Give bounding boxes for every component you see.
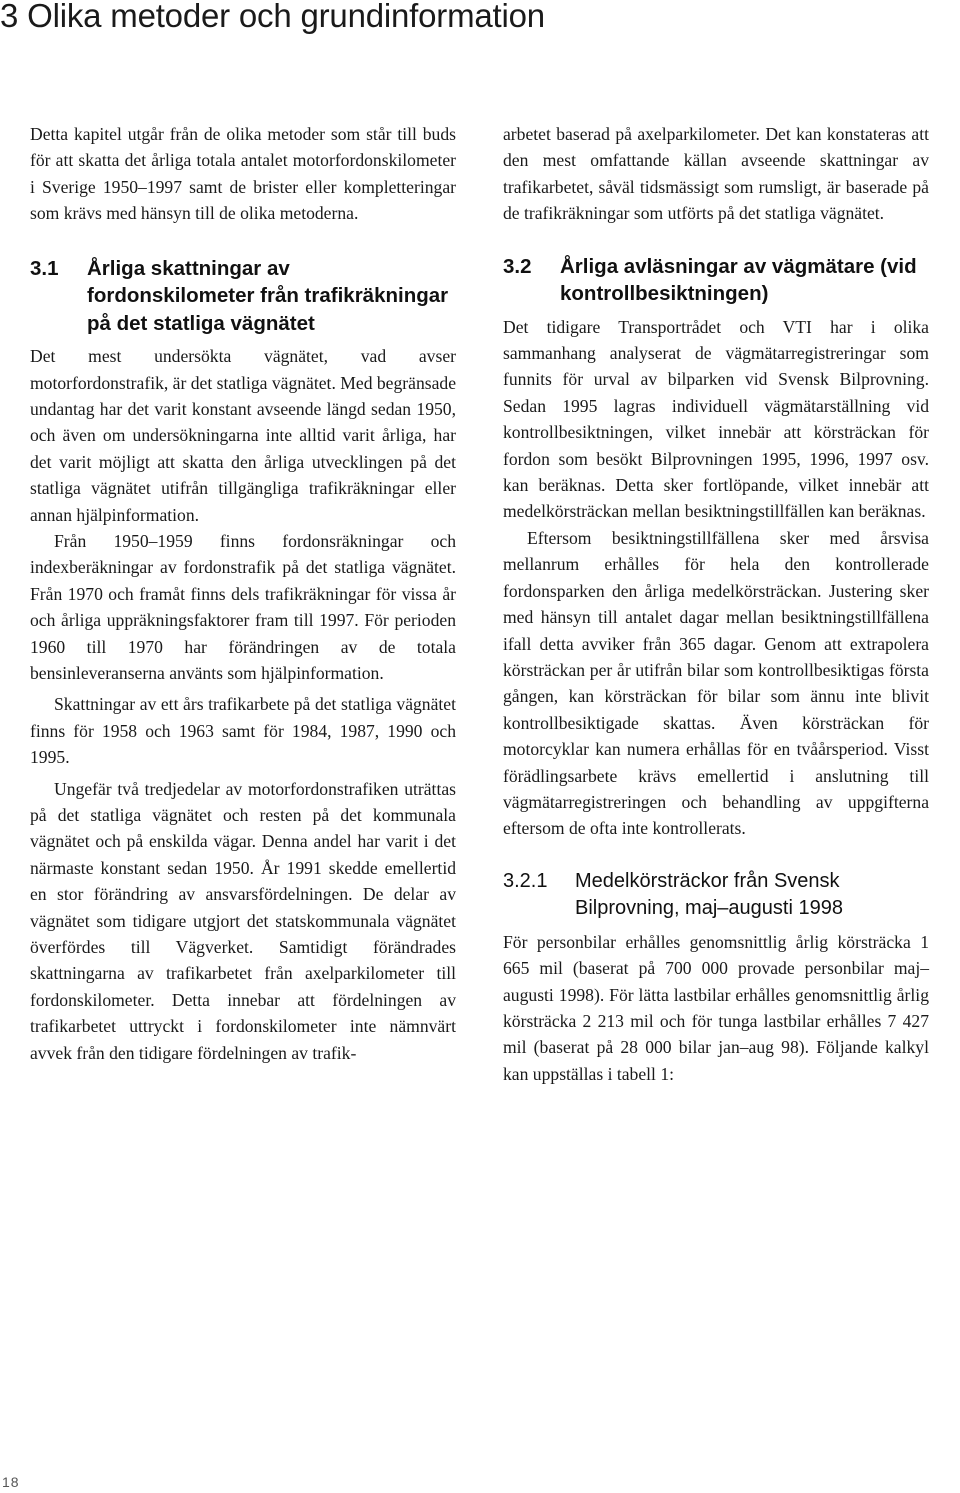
section-title: Årliga avläsningar av vägmätare (vid kontrollbesiktningen) xyxy=(560,254,917,306)
body-paragraph: Det tidigare Transportrådet och VTI har i olika sammanhang analyserat de vägmätarregistreringar som funnits för urval av bilparken vid Svensk Bilprovning. Sedan 1995 lagras individuell vägmätarställning vid kontrollbesiktningen, vilket innebär att körsträckan för fordon som besökt Bilprovningen 1995, 1996, 1997 osv. kan beräknas. Detta sker fortlöpande, vilket innebär att medelkörsträckan mellan besiktningstillfällen kan beräknas. xyxy=(503,316,929,522)
section-3-2-heading xyxy=(503,253,929,308)
section-number: 3.2.1 xyxy=(503,869,548,892)
section-3-2-1-heading xyxy=(503,868,929,923)
body-paragraph: Skattningar av ett års trafikarbete på det statliga vägnätet finns för 1958 och 1963 samt för 1984, 1987, 1990 och 1995. xyxy=(30,694,456,768)
body-paragraph: Från 1950–1959 finns fordonsräkningar och indexberäkningar av fordonstrafik på det statliga vägnätet. Från 1970 och framåt finns dels trafikräkningar för vissa år och årliga uppräkningsfaktorer fram till 1997. För perioden 1960 till 1970 har förändringen av de totala bensinleveranserna använts som hjälpinformation. xyxy=(30,530,456,683)
left-column xyxy=(30,121,456,1066)
intro-paragraph: Detta kapitel utgår från de olika metoder som står till buds för att skatta det årliga totala antalet motorfordonskilometer i Sverige 1950–1997 samt de brister eller kompletteringar som krävs med hänsyn till de olika metoderna. xyxy=(30,124,456,224)
section-number: 3.1 xyxy=(30,256,59,280)
body-paragraph: För personbilar erhålles genomsnittlig årlig körsträcka 1 665 mil (baserat på 700 000 provade personbilar maj–augusti 1998). För lätta lastbilar erhålles genomsnittlig årlig körsträcka 2 213 mil och för tunga lastbilar erhålles 7 427 mil (baserat på 28 000 bilar jan–aug 98). Följande kalkyl kan uppställas i tabell 1: xyxy=(503,931,929,1084)
continuation-paragraph: arbetet baserad på axelparkilometer. Det kan konstateras att den mest omfattande källan avseende skattningar av trafikarbetet, såväl tidsmässigt som rumsligt, är baserade på de trafikräkningar som utförts på det statliga vägnätet. xyxy=(503,124,929,224)
body-paragraph: Det mest undersökta vägnätet, vad avser motorfordonstrafik, är det statliga vägnätet. Med begränsade undantag har det varit konstant avseende längd sedan 1950, och även om undersökningarna inte alltid varit årliga, har det varit möjligt att skatta den årliga utvecklingen på det statliga vägnätet utifrån tillgängliga trafikräkningar eller annan hjälpinformation. xyxy=(30,346,457,525)
section-number: 3.2 xyxy=(503,254,532,278)
body-paragraph: Eftersom besiktningstillfällena sker med årsvisa mellanrum erhålles för hela den kontrollerade fordonsparken den årliga medelkörsträckan. Justering sker med hänsyn till antalet dagar mellan besiktningstillfällena ifall detta avviker från 365 dagar. Genom att extrapolera körsträckan per år utifrån bilar som kontrollbesiktigas första gången, kan körsträckan för bilar som ännu inte blivit kontrollbesiktigade skattas. Även körsträckan för motorcyklar kan numera erhållas för en tvåårsperiod. Visst förädlingsarbete krävs emellertid i anslutning till vägmätarregistreringen och behandling av uppgifterna eftersom de ofta inte kontrollerats. xyxy=(503,527,929,839)
chapter-title: 3 Olika metoder och grundinformation xyxy=(0,0,545,34)
page-number: 18 xyxy=(2,1474,20,1490)
body-paragraph: Ungefär två tredjedelar av motorfordonstrafiken uträttas på det statliga vägnätet och resten på det kommunala vägnätet och på enskilda vägar. Denna andel har varit i det närmaste konstant sedan 1950. År 1991 skedde emellertid en stor förändring av ansvarsfördelningen. De delar av vägnätet som tidigare utgjort det statskommunala vägnätet överfördes till Vägverket. Samtidigt förändrades skattningarna av trafikarbetet från axelparkilometer till fordonskilometer. Detta innebar att fördelningen av trafikarbetet uttryckt i fordonskilometer inte nämnvärt avvek från den tidigare fördelningen av trafik- xyxy=(30,778,456,1063)
section-title: Årliga skattningar av fordonskilometer från trafikräkningar på det statliga vägnätet xyxy=(87,256,449,335)
section-title: Medelkörsträckor från Svensk Bilprovning, maj–augusti 1998 xyxy=(575,869,843,920)
section-3-1-heading xyxy=(30,255,456,338)
right-column xyxy=(503,121,929,1087)
